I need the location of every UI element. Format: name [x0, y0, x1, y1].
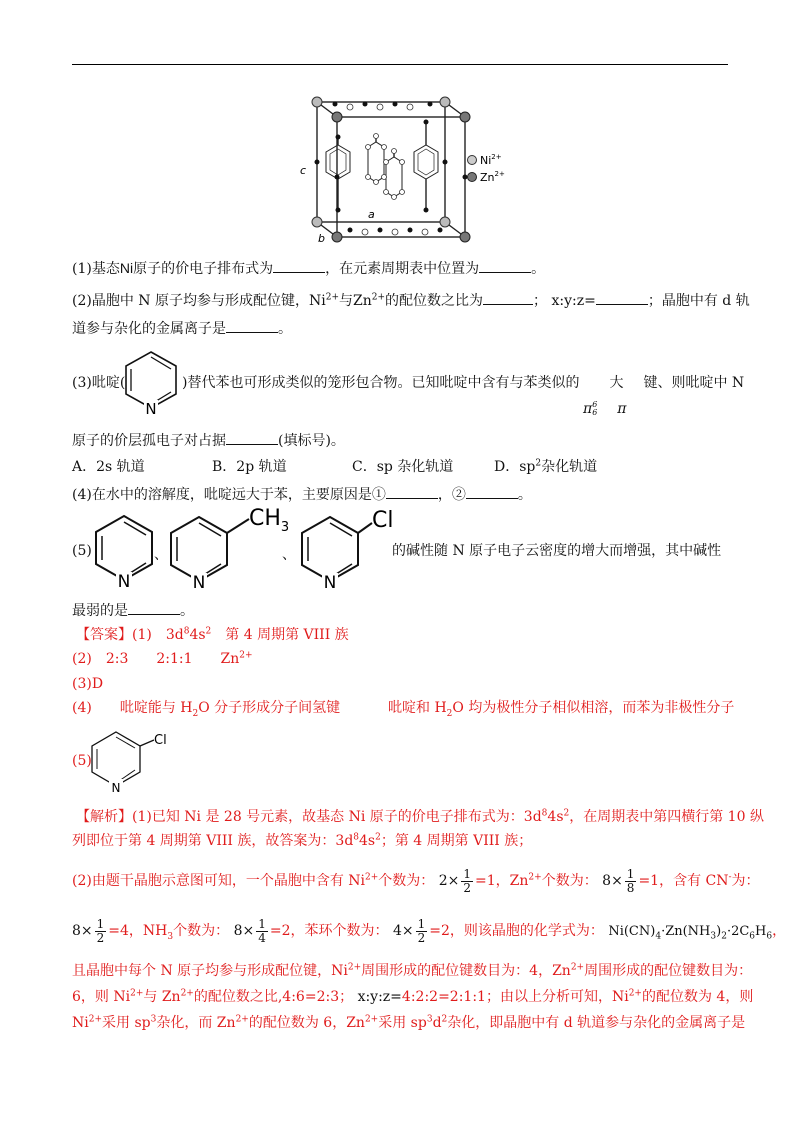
- crystal-cell-figure: [290, 92, 530, 252]
- pyridine-structure-q3: [120, 348, 182, 420]
- analysis-line-4: 8× $\frac{1}{2}$ =4，$NH_3$个数为： 8× $\frac{1}{4}$ =2，苯环个数为： 4× $\frac{1}{2}$ =2，则该晶胞的化学式为： $Ni(CN)_4\cdot Zn(NH_3)_2\cdot 2C_6H_6$，: [72, 916, 787, 945]
- chloropyridine-answer-structure: [86, 722, 186, 794]
- svg-text:Cl: Cl: [154, 733, 167, 748]
- pyridine-structure-q5: [90, 508, 160, 592]
- methyl-label: $CH_3$: [249, 506, 290, 535]
- option-a: A．2s 轨道: [72, 459, 145, 475]
- axis-label-b: b: [318, 232, 325, 245]
- answer-line-4-reason-2: 吡啶和 $H_2O$ 均为极性分子相似相溶，而苯为非极性分子: [388, 700, 735, 719]
- question-2-line-2: 道参与杂化的金属离子是 。: [72, 318, 292, 338]
- answer-line-2: (2) 2:3 2:1:1 $Zn^{2+}$: [72, 650, 253, 667]
- legend-zn: $Zn^{2+}$: [480, 170, 505, 184]
- question-1: (1)基态Ni原子的价电子排布式为 ，在元素周期表中位置为 。: [72, 260, 546, 277]
- question-2-line-1: (2)晶胞中 N 原子均参与形成配位键，$Ni^{2+}$与$Zn^{2+}$的配位数之比为 ； x:y:z= ；晶胞中有 d 轨: [72, 290, 750, 310]
- analysis-line-3: (2)由题干晶胞示意图可知，一个晶胞中含有 $Ni^{2+}$个数为： 2× $\frac{1}{2}$ =1，$Zn^{2+}$个数为： 8× $\frac{1}{8}$ =1，含有 CN-为：: [72, 866, 760, 895]
- answer-line-1: 【答案】(1) $3d^84s^2$ 第 4 周期第 VIII 族: [76, 626, 349, 643]
- answer-line-4: (4) 吡啶能与 $H_2O$ 分子形成分子间氢键: [72, 700, 341, 719]
- header-rule: [72, 64, 728, 65]
- option-b: B．2p 轨道: [212, 459, 287, 475]
- analysis-line-5: 且晶胞中每个 N 原子均参与形成配位键，$Ni^{2+}$周围形成的配位键数目为：4，$Zn^{2+}$周围形成的配位键数目为：: [72, 962, 753, 979]
- svg-text:N: N: [117, 572, 131, 592]
- svg-text:N: N: [323, 573, 337, 593]
- analysis-line-2: 列即位于第 4 周期第 VIII 族，故答案为：$3d^84s^2$；第 4 周期第 VIII 族；: [72, 832, 533, 849]
- option-d: D．$sp^2$杂化轨道: [494, 458, 598, 475]
- analysis-line-6: 6，则 $Ni^{2+}$与 $Zn^{2+}$的配位数之比,4:6=2:3； x:y:z=4:2:2=2:1:1；由以上分析可知，$Ni^{2+}$的配位数为 4，则: [72, 988, 754, 1005]
- svg-text:N: N: [145, 400, 157, 418]
- svg-text:N: N: [192, 573, 206, 593]
- analysis-line-7: $Ni^{2+}$采用 $sp^3$杂化，而 $Zn^{2+}$的配位数为 6，$Zn^{2+}$采用 $sp^3d^2$杂化，即晶胞中有 d 轨道参与杂化的金属离子是: [72, 1014, 746, 1031]
- analysis-line-1: 【解析】(1)已知 Ni 是 28 号元素，故基态 Ni 原子的价电子排布式为：$3d^84s^2$，在周期表中第四横行第 10 纵: [76, 808, 764, 825]
- comma-1: 、: [154, 547, 168, 563]
- pi-notation: π 6 6 π: [583, 400, 627, 417]
- svg-text:Cl: Cl: [372, 508, 394, 533]
- axis-label-c: c: [300, 164, 307, 177]
- question-3-text: )替代苯也可形成类似的笼形包合物。已知吡啶中含有与苯类似的 大 键、则吡啶中 N: [182, 375, 745, 391]
- comma-2: 、: [282, 547, 296, 563]
- question-5-line-2: 最弱的是 。: [72, 600, 194, 620]
- answer-line-5: (5): [72, 753, 92, 769]
- question-4: (4)在水中的溶解度，吡啶远大于苯，主要原因是① ，② 。: [72, 484, 532, 504]
- methylpyridine-structure: [165, 505, 290, 593]
- question-3-pre: (3)吡啶(: [72, 375, 126, 391]
- answer-line-3: (3)D: [72, 676, 104, 692]
- question-5-text: 的碱性随 N 原子电子云密度的增大而增强，其中碱性: [392, 543, 722, 559]
- question-5-label: (5): [72, 543, 92, 559]
- chloropyridine-structure-q5: [296, 505, 396, 593]
- question-3-line-2: 原子的价层孤电子对占据 (填标号)。: [72, 430, 345, 450]
- svg-text:N: N: [111, 781, 121, 795]
- legend-ni: $Ni^{2+}$: [480, 153, 502, 167]
- option-c: C．sp 杂化轨道: [352, 459, 454, 475]
- axis-label-a: a: [368, 208, 375, 221]
